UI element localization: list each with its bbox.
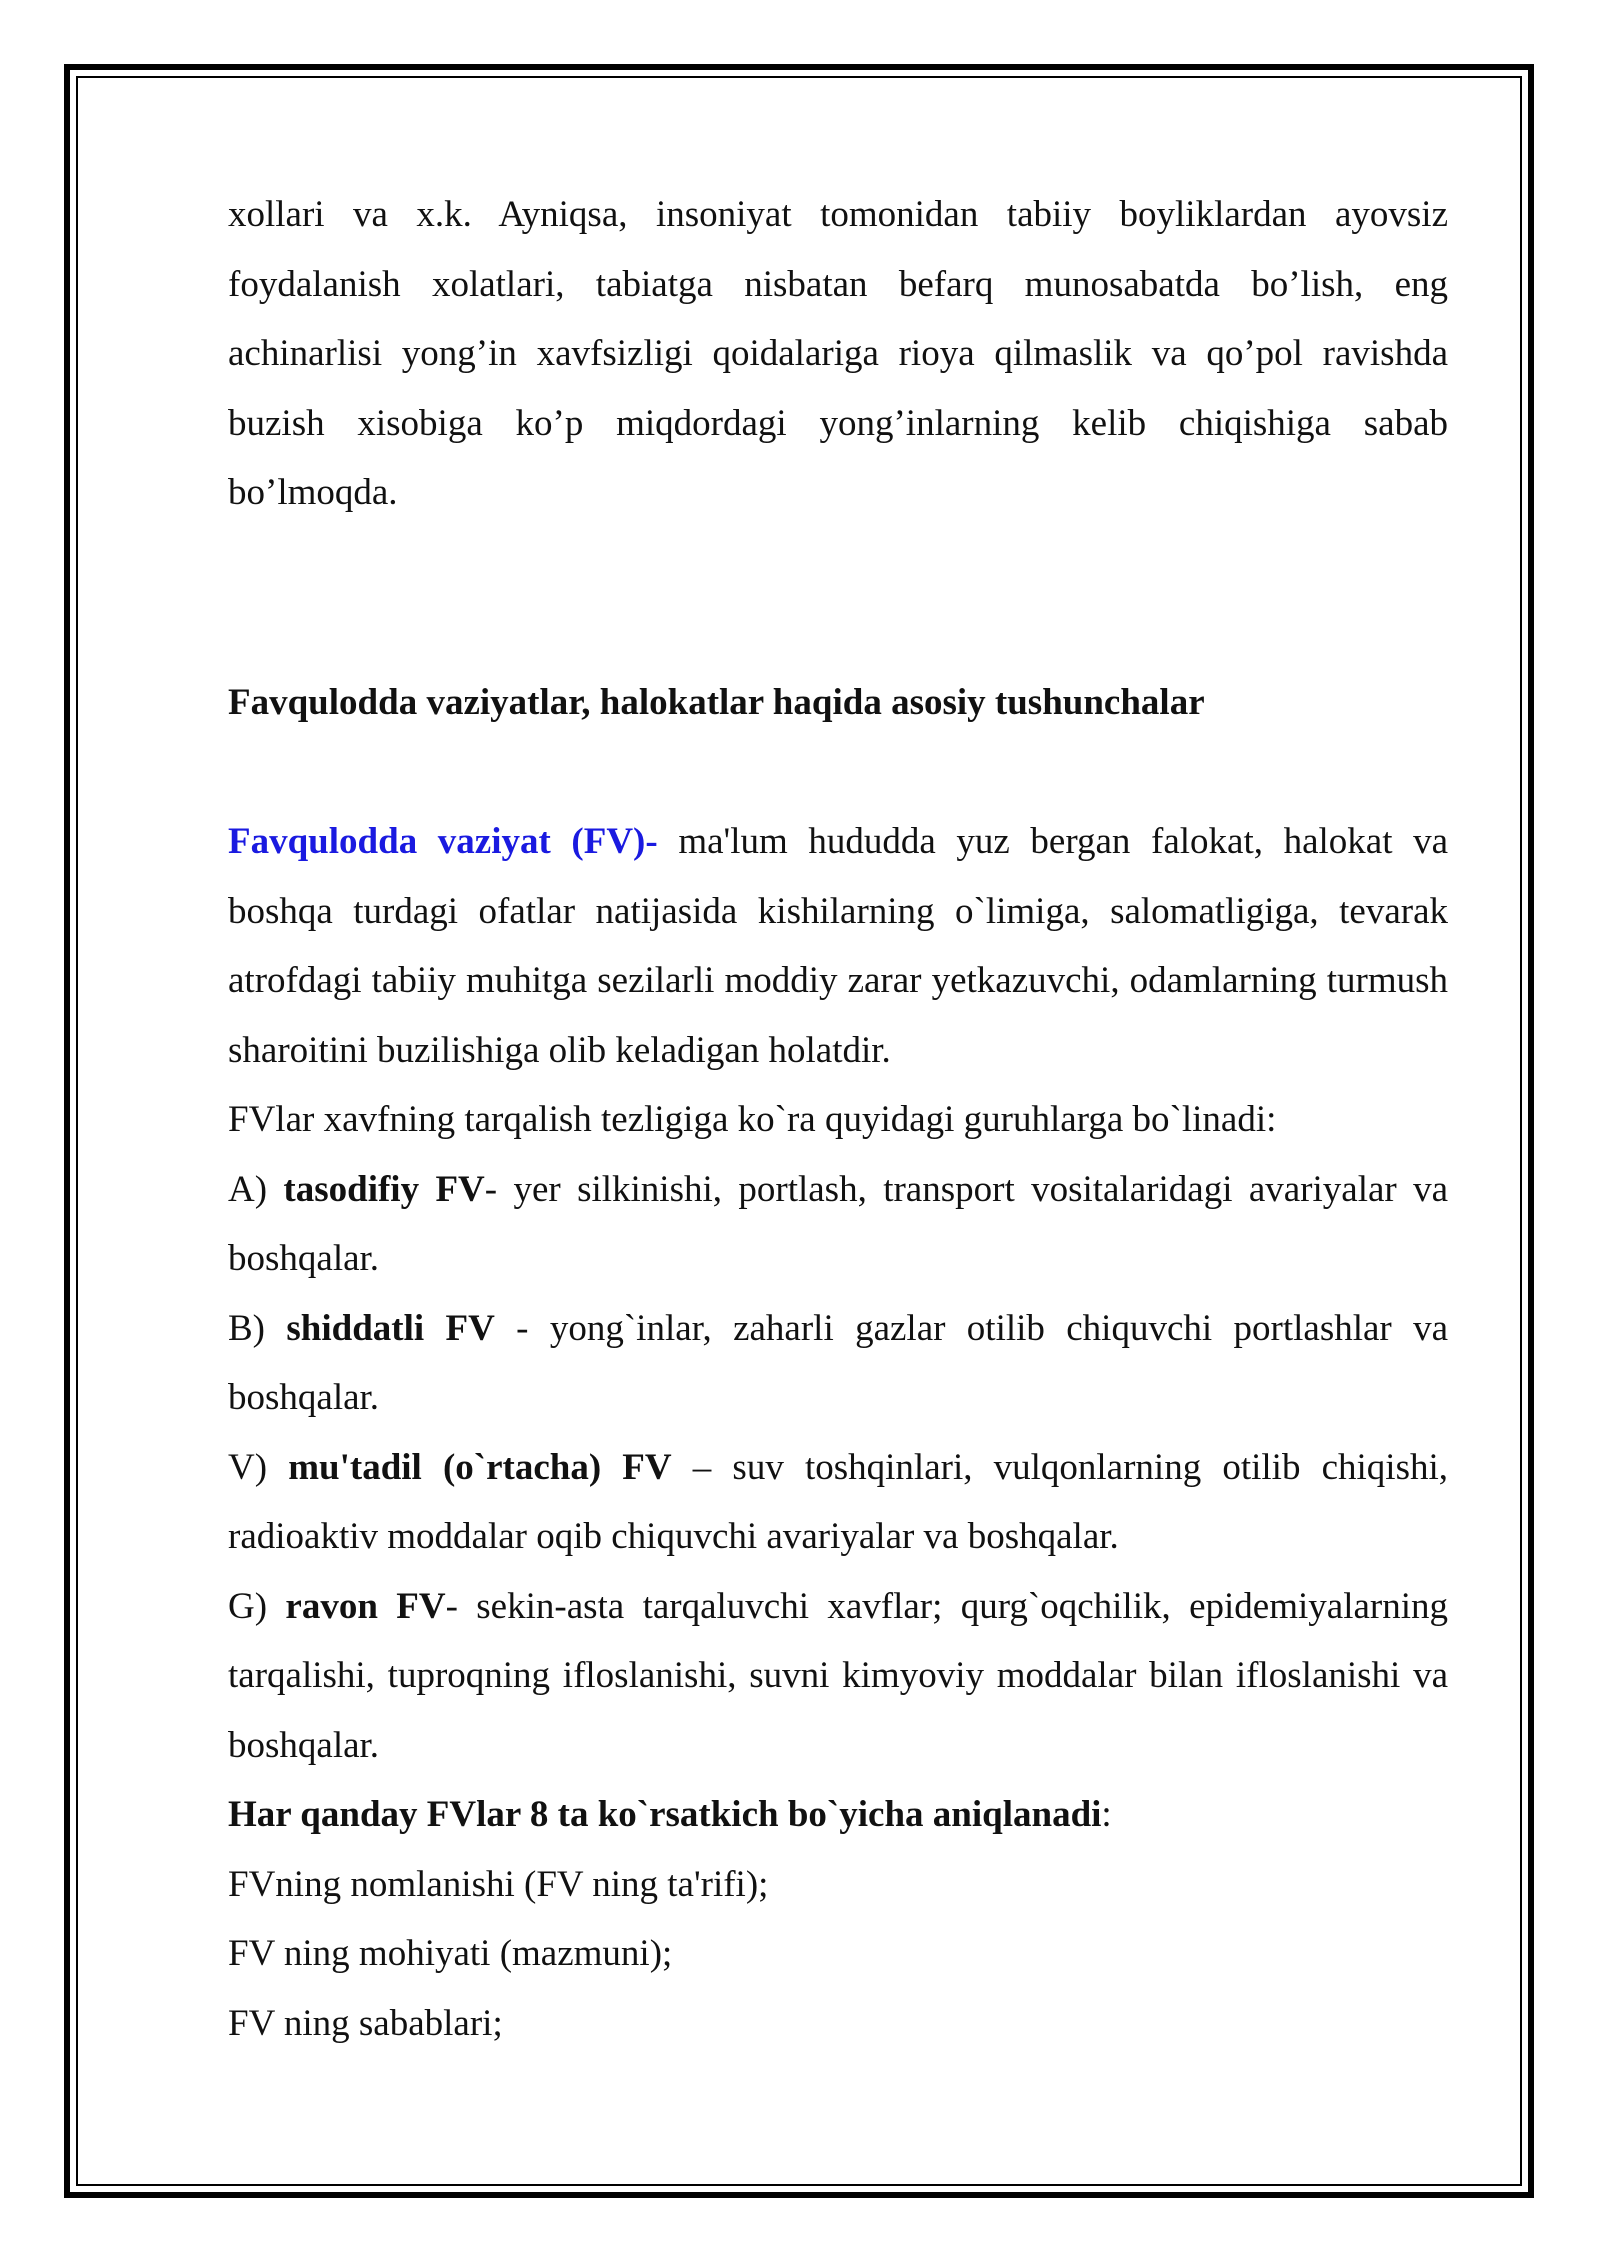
group-letter: G) <box>228 1585 286 1627</box>
spacer <box>228 528 1448 668</box>
group-letter: V) <box>228 1446 289 1488</box>
classification-intro: FVlar xavfning tarqalish tezligiga ko`ra quyidagi guruhlarga bo`linadi: <box>228 1099 1277 1140</box>
group-name: tasodifiy FV <box>283 1168 485 1210</box>
group-name: shiddatli FV <box>286 1307 495 1349</box>
group-text: - sekin-asta tarqaluvchi xavflar; qurg`oqchilik, epidemiyalarning tarqalishi, tuproqning ifloslanishi, suvni kimyoviy moddalar bilan ifloslanishi va boshqalar. <box>228 1585 1449 1766</box>
indicator-item: FV ning mohiyati (mazmuni); <box>228 1933 673 1974</box>
group-item-v <box>228 1433 1448 1572</box>
group-name: ravon FV <box>285 1585 446 1627</box>
indicator-item: FV ning sabablari; <box>228 2002 503 2044</box>
definition-text: ma'lum hududda yuz bergan falokat, halokat va boshqa turdagi ofatlar natijasida kishilarning o`limiga, salomatligiga, tevarak atrofdagi tabiiy muhitga sezilarli moddiy zarar yetkazuvchi, odamlarning turmush sharoitini buzilishiga olib keladigan holatdir. <box>228 821 1449 1071</box>
definition-term: Favqulodda vaziyat (FV)- <box>228 821 658 862</box>
group-letter: B) <box>228 1307 287 1349</box>
intro-paragraph: xollari va x.k. Ayniqsa, insoniyat tomonidan tabiiy boyliklardan ayovsiz foydalanish xolatlari, tabiatga nisbatan befarq munosabatda bo’lish, eng achinarlisi yong’in xavfsizligi qoidalariga rioya qilmaslik va qo’pol ravishda buzish xisobiga ko’p miqdordagi yong’inlarning kelib chiqishiga sabab bo’lmoqda. <box>228 194 1448 513</box>
group-text: – suv toshqinlari, vulqonlarning otilib chiqishi, radioaktiv moddalar oqib chiquvchi avariyalar va boshqalar. <box>228 1446 1448 1557</box>
spacer <box>228 737 1448 807</box>
definition-paragraph <box>228 807 1448 1085</box>
group-item-b <box>228 1294 1448 1433</box>
section-heading: Favqulodda vaziyatlar, halokatlar haqida asosiy tushunchalar <box>228 681 1205 723</box>
group-text: - yer silkinishi, portlash, transport vositalaridagi avariyalar va boshqalar. <box>228 1168 1449 1279</box>
group-item-g <box>228 1572 1448 1781</box>
indicators-heading <box>228 1780 1448 1850</box>
group-name: mu'tadil (o`rtacha) FV <box>288 1446 672 1488</box>
indicators-heading-colon: : <box>1101 1794 1112 1835</box>
indicators-heading-text: Har qanday FVlar 8 ta ko`rsatkich bo`yicha aniqlanadi <box>228 1794 1102 1835</box>
indicator-item: FVning nomlanishi (FV ning ta'rifi); <box>228 1863 769 1905</box>
group-letter: A) <box>228 1168 284 1210</box>
group-item-a <box>228 1155 1448 1294</box>
group-text: - yong`inlar, zaharli gazlar otilib chiquvchi portlashlar va boshqalar. <box>228 1307 1449 1418</box>
page-content <box>228 180 1448 2058</box>
